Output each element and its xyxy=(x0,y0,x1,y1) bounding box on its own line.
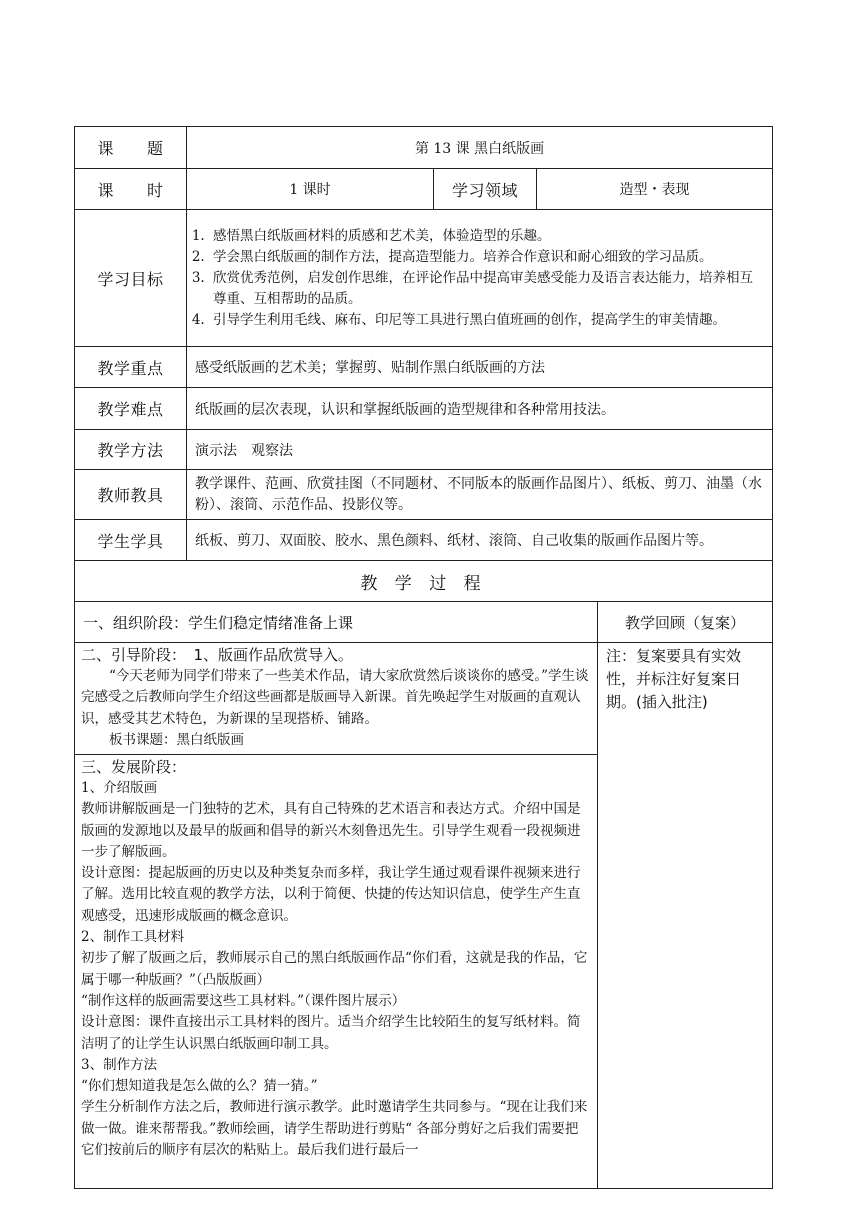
stage-guide-heading: 二、引导阶段： 1、版画作品欣赏导入。 xyxy=(81,646,354,664)
process-title: 教 学 过 程 xyxy=(75,561,773,602)
goal-item: 4. 引导学生利用毛线、麻布、印尼等工具进行黑白值班画的创作，提高学生的审美情趣。 xyxy=(209,310,766,331)
topic-label: 课 题 xyxy=(75,127,187,169)
develop-para: 教师讲解版画是一门独特的艺术，具有自己特殊的艺术语言和表达方式。介绍中国是版画的发源地以及最早的版画和倡导的新兴木刻鲁迅先生。引导学生观看一段视频进一步了解版画。 xyxy=(81,801,581,860)
develop-para: “你们想知道我是怎么做的么？猜一猜。” xyxy=(81,1078,318,1095)
student-tools-label: 学生学具 xyxy=(75,520,187,561)
develop-para: 1、介绍版画 xyxy=(81,780,158,796)
develop-para: 2、制作工具材料 xyxy=(81,929,185,946)
develop-para: “制作这样的版画需要这些工具材料。”（课件图片展示） xyxy=(81,992,406,1009)
goals-label: 学习目标 xyxy=(75,210,187,347)
goals-list xyxy=(191,226,766,331)
stage-guide xyxy=(75,643,598,755)
teacher-tools-label: 教师教具 xyxy=(75,470,187,520)
stage-organize: 一、组织阶段：学生们稳定情绪准备上课 xyxy=(75,602,598,643)
difficulty-value: 纸版画的层次表现，认识和掌握纸版画的造型规律和各种常用技法。 xyxy=(187,388,773,430)
review-label: 教学回顾（复案） xyxy=(598,602,773,643)
stage-develop xyxy=(75,755,598,1189)
hours-label: 课 时 xyxy=(75,169,187,210)
develop-para: 设计意图：课件直接出示工具材料的图片。适当介绍学生比较陌生的复写纸材料。简洁明了的让学生认识黑白纸版画印制工具。 xyxy=(81,1014,581,1052)
develop-para: 3、制作方法 xyxy=(81,1056,158,1073)
student-tools-value: 纸板、剪刀、双面胶、胶水、黑色颜料、纸材、滚筒、自己收集的版画作品图片等。 xyxy=(187,520,773,561)
hours-value: 1 课时 xyxy=(187,169,434,210)
develop-para: 学生分析制作方法之后，教师进行演示教学。此时邀请学生共同参与。“现在让我们来做一做。谁来帮帮我。”教师绘画，请学生帮助进行剪贴“ 各部分剪好之后我们需要把它们按前后的顺序有层次的粘贴上。最后我们进行最后一 xyxy=(81,1099,588,1159)
topic-value: 第 13 课 黑白纸版画 xyxy=(187,127,773,169)
stage-guide-text: “今天老师为同学们带来了一些美术作品，请大家欣赏然后谈谈你的感受。”学生谈完感受之后教师向学生介绍这些画都是版画导入新课。首先唤起学生对版画的直观认识，感受其艺术特色，为新课的呈现搭桥、铺路。 xyxy=(81,668,589,727)
board-title: 板书课题：黑白纸版画 xyxy=(109,731,244,748)
domain-label: 学习领域 xyxy=(434,169,537,210)
method-label: 教学方法 xyxy=(75,430,187,470)
domain-value: 造型・表现 xyxy=(537,169,773,210)
goal-item: 3. 欣赏优秀范例，启发创作思维，在评论作品中提高审美感受能力及语言表达能力，培养相互尊重、互相帮助的品质。 xyxy=(209,268,766,310)
goal-item: 1. 感悟黑白纸版画材料的质感和艺术美，体验造型的乐趣。 xyxy=(209,226,766,247)
difficulty-label: 教学难点 xyxy=(75,388,187,430)
key-point-label: 教学重点 xyxy=(75,347,187,388)
develop-para: 初步了解了版画之后，教师展示自己的黑白纸版画作品“你们看，这就是我的作品，它属于哪一种版画？”（凸版版画） xyxy=(81,950,588,988)
review-note: 注：复案要具有实效性，并标注好复案日期。(插入批注) xyxy=(598,643,773,1189)
develop-para: 设计意图：提起版画的历史以及种类复杂而多样，我让学生通过观看课件视频来进行了解。选用比较直观的教学方法，以利于简便、快捷的传达知识信息，使学生产生直观感受，迅速形成版画的概念意识。 xyxy=(81,865,581,924)
key-point-value: 感受纸版画的艺术美；掌握剪、贴制作黑白纸版画的方法 xyxy=(187,347,773,388)
goals-cell xyxy=(187,210,773,347)
teacher-tools-value: 教学课件、范画、欣赏挂图（不同题材、不同版本的版画作品图片）、纸板、剪刀、油墨（水粉）、滚筒、示范作品、投影仪等。 xyxy=(187,470,773,520)
stage-develop-heading: 三、发展阶段： xyxy=(81,758,187,776)
method-value: 演示法 观察法 xyxy=(187,430,773,470)
goal-item: 2. 学会黑白纸版画的制作方法，提高造型能力。培养合作意识和耐心细致的学习品质。 xyxy=(209,247,766,268)
lesson-plan-table xyxy=(74,126,773,1189)
